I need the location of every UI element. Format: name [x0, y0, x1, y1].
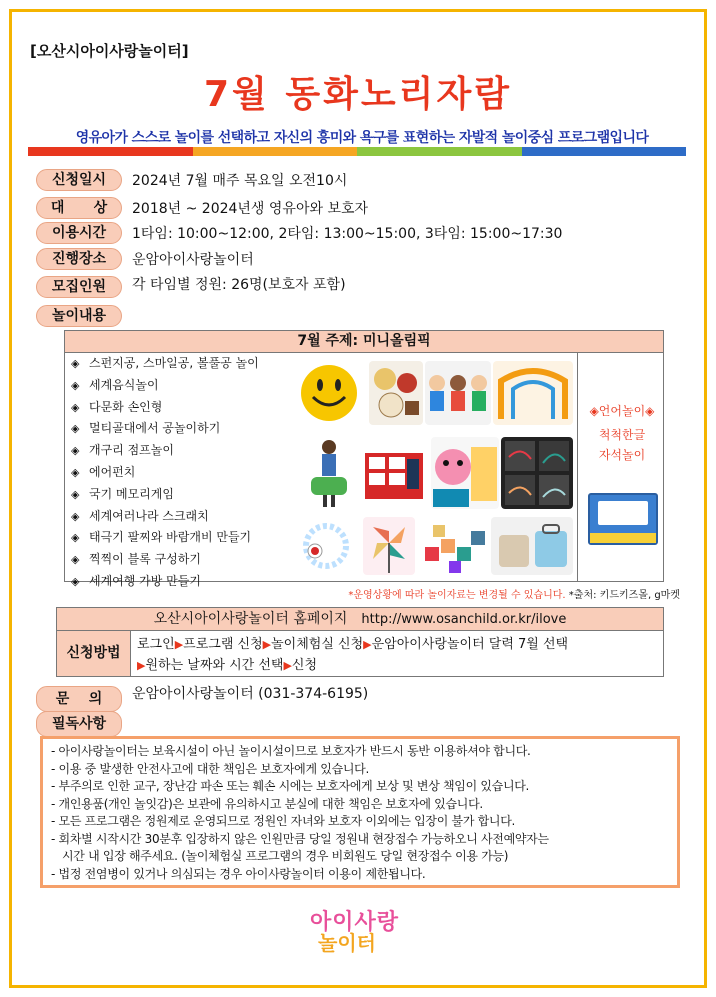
flag-bracelet-photo [293, 517, 359, 575]
activity-label: 스펀지공, 스마일공, 볼풀공 놀이 [89, 356, 259, 370]
list-item [71, 440, 283, 462]
info-label: 놀이내용 [36, 305, 122, 327]
color-bar-red [28, 147, 193, 156]
info-value: 2018년 ~ 2024년생 영유아와 보호자 [132, 201, 369, 217]
list-item [71, 397, 283, 419]
diamond-bullet-icon: ◈ [71, 444, 80, 458]
color-bar [28, 147, 686, 156]
apply-method [56, 631, 664, 677]
activity-photos [287, 357, 577, 579]
logo-line-2: 놀이터 [318, 931, 376, 955]
iloveplay-logo [310, 905, 440, 955]
operation-note [240, 586, 680, 601]
activity-label: 개구리 점프놀이 [89, 443, 174, 458]
notice-item: - 법정 전염병이 있거나 의심되는 경우 아이사랑놀이터 이용이 제한됩니다. [51, 866, 426, 881]
arrow-right-icon: ▶ [262, 638, 272, 651]
notice-label-wrap [36, 711, 122, 737]
logo-line-1: 아이사랑 [310, 910, 400, 935]
activity-label: 멀티골대에서 공놀이하기 [89, 421, 221, 436]
diamond-bullet-icon: ◈ [71, 357, 80, 370]
apply-step: 프로그램 신청 [183, 637, 263, 652]
list-item [71, 549, 283, 571]
list-item [71, 375, 283, 397]
apply-label: 신청방법 [57, 631, 131, 676]
apply-step: 신청 [291, 658, 318, 673]
notice-item: 시간 내 입장 해주세요. (놀이체험실 프로그램의 경우 비회원도 당일 현장접수 이용 가능) [62, 849, 509, 863]
diamond-bullet-icon: ◈ [71, 465, 80, 479]
diamond-bullet-icon: ◈ [71, 509, 80, 523]
apply-step: 놀이체험실 신청 [271, 637, 364, 652]
info-value: 운암아이사랑놀이터 [132, 252, 254, 268]
notice-box [40, 736, 680, 888]
diamond-bullet-icon: ◈ [71, 553, 80, 567]
homepage-label: 오산시아이사랑놀이터 홈페이지 [153, 611, 348, 627]
info-value: 1타임: 10:00~12:00, 2타임: 13:00~15:00, 3타임: 15:00~17:30 [132, 226, 563, 242]
diamond-bullet-icon: ◈ [71, 400, 80, 414]
language-play-title-1: 척척한글 [598, 428, 646, 442]
diamond-bullet-icon: ◈ [71, 378, 80, 392]
language-play-column [577, 353, 665, 582]
color-bar-orange [193, 147, 358, 156]
info-value: 2024년 7월 매주 목요일 오전10시 [132, 173, 348, 189]
info-row-place [36, 247, 254, 271]
info-row-date [36, 168, 347, 192]
smiley-ball-photo [291, 361, 367, 425]
color-bar-blue [522, 147, 687, 156]
info-label: 모집인원 [36, 276, 122, 298]
info-label: 대 상 [36, 197, 122, 219]
notice-item: - 모든 프로그램은 정원제로 운영되므로 정원인 자녀와 보호자 이외에는 입장이 불가 합니다. [51, 814, 516, 828]
homepage-bar [56, 607, 664, 631]
activity-label: 세계음식놀이 [89, 377, 159, 392]
note-source: *출처: 키드키즈몰, g마켓 [565, 590, 680, 601]
page-title: 7월 동화노리자람 [203, 74, 512, 115]
list-item [71, 527, 283, 549]
book-cover-panel [598, 501, 648, 525]
goal-net-photo [493, 361, 573, 425]
activity-label: 세계여러나라 스크래치 [89, 508, 209, 523]
flag-memory-game-photo [361, 437, 427, 509]
diamond-bullet-icon: ◈ [71, 574, 80, 588]
info-label: 신청일시 [36, 169, 122, 191]
apply-step: 운암아이사랑놀이터 달력 7월 선택 [371, 637, 569, 652]
contact-value: 운암아이사랑놀이터 (031-374-6195) [132, 686, 369, 702]
activity-label: 찍찍이 블록 구성하기 [89, 552, 201, 567]
notice-label: 필독사항 [36, 711, 122, 737]
contact-label: 문 의 [36, 686, 122, 712]
note-text: *운영상황에 따라 놀이자료는 변경될 수 있습니다. [348, 590, 566, 601]
activity-label: 다문화 손인형 [89, 399, 163, 414]
arrow-right-icon: ▶ [363, 638, 372, 651]
list-item [71, 506, 283, 528]
apply-steps-line-2 [137, 654, 317, 673]
language-play-title-2: 자석놀이 [598, 448, 646, 462]
notice-item: - 이용 중 발생한 안전사고에 대한 책임은 보호자에게 있습니다. [51, 761, 369, 776]
diamond-bullet-icon: ◈ [71, 422, 80, 436]
notice-item: - 아이사랑놀이터는 보육시설이 아닌 놀이시설이므로 보호자가 반드시 동반 이용하셔야 합니다. [51, 744, 531, 758]
activity-label: 태극기 팔찌와 바람개비 만들기 [89, 530, 252, 545]
notice-item: - 회차별 시작시간 30분후 입장하지 않은 인원만큼 당일 정원내 현장접수 가능하오니 사전예약자는 [51, 831, 549, 846]
world-food-photo [369, 361, 423, 425]
pinwheel-photo [363, 517, 415, 575]
activity-label: 국기 메모리게임 [89, 486, 174, 501]
info-row-capacity [36, 275, 346, 299]
travel-bag-photo [491, 517, 573, 575]
info-row-time [36, 221, 562, 245]
language-play-label: ◈언어놀이◈ [589, 404, 655, 418]
info-row-target [36, 196, 368, 220]
list-item [71, 418, 283, 440]
activity-list [71, 353, 283, 593]
activity-label: 세계여행 가방 만들기 [89, 573, 201, 588]
apply-step: 로그인 [137, 637, 175, 652]
apply-step: 원하는 날짜와 시간 선택 [145, 658, 284, 673]
theme-header: 7월 주제: 미니올림픽 [65, 331, 663, 353]
hand-puppet-photo [425, 361, 491, 425]
color-bar-green [357, 147, 522, 156]
org-tag: [오산시아이사랑놀이터] [30, 42, 189, 60]
notice-item: - 개인용품(개인 놀잇감)은 보관에 유의하시고 분실에 대한 책임은 보호자에 있습니다. [51, 796, 483, 811]
arrow-right-icon: ▶ [283, 659, 292, 672]
frog-jump-photo [301, 437, 357, 509]
theme-box [64, 330, 664, 588]
list-item [71, 353, 283, 375]
scratch-art-photo [431, 437, 499, 509]
scratch-cards-photo [501, 437, 573, 509]
list-item [71, 484, 283, 506]
homepage-link[interactable]: http://www.osanchild.or.kr/ilove [361, 612, 567, 627]
block-building-photo [419, 517, 489, 575]
arrow-right-icon: ▶ [174, 638, 184, 651]
contact-row [36, 686, 368, 712]
notice-item: - 부주의로 인한 교구, 장난감 파손 또는 훼손 시에는 보호자에게 보상 및 변상 책임이 있습니다. [51, 779, 530, 793]
list-item [71, 462, 283, 484]
activity-label: 에어펀치 [89, 464, 136, 479]
page-subtitle: 영유아가 스스로 놀이를 선택하고 자신의 흥미와 욕구를 표현하는 자발적 놀이중심 프로그램입니다 [75, 130, 649, 146]
arrow-right-icon: ▶ [137, 659, 146, 672]
diamond-bullet-icon: ◈ [71, 531, 80, 545]
info-label: 이용시간 [36, 222, 122, 244]
apply-steps-line-1 [137, 633, 568, 652]
info-value: 각 타임별 정원: 26명(보호자 포함) [132, 277, 346, 293]
diamond-bullet-icon: ◈ [71, 487, 80, 501]
info-label: 진행장소 [36, 248, 122, 270]
book-stripe [590, 533, 656, 543]
info-row-content [36, 304, 122, 328]
hangul-magnet-book-image [588, 493, 658, 545]
